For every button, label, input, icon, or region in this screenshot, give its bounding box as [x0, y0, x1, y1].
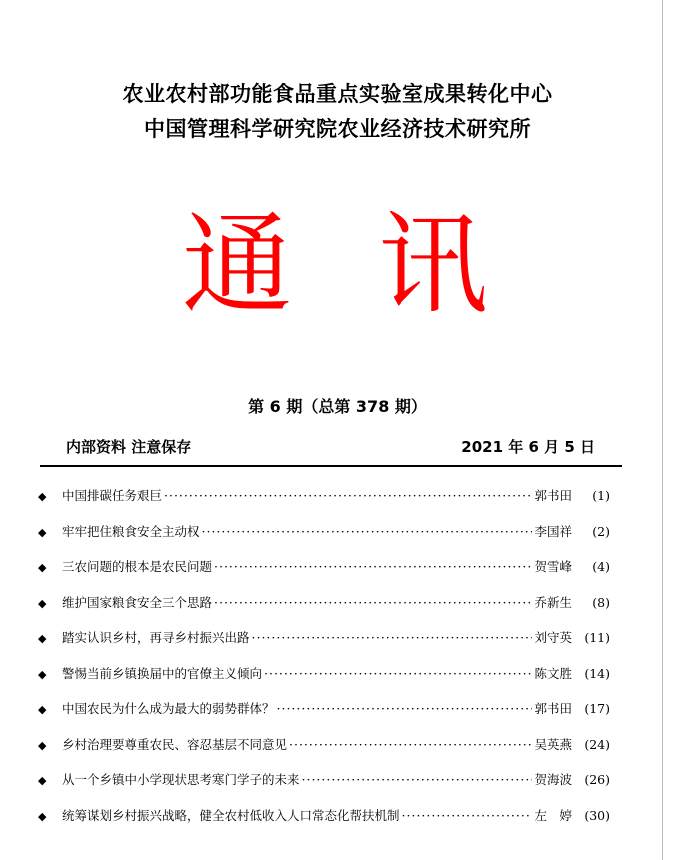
- toc-item-author: 贺雪峰: [534, 559, 572, 574]
- dot-leader: [164, 488, 532, 503]
- diamond-bullet-icon: ◆: [38, 809, 47, 823]
- dot-leader: [214, 595, 532, 610]
- toc-item-title: 从一个乡镇中小学现状思考寒门学子的未来: [62, 772, 300, 787]
- toc-item[interactable]: [38, 664, 610, 700]
- toc-item-title: 踏实认识乡村，再寻乡村振兴出路: [62, 630, 250, 645]
- toc-item-page: (4): [592, 559, 610, 574]
- diamond-bullet-icon: ◆: [38, 667, 47, 681]
- diamond-bullet-icon: ◆: [38, 561, 47, 574]
- dot-leader: [402, 808, 533, 823]
- toc-item-author: 陈文胜: [534, 665, 572, 681]
- toc-item-title: 统筹谋划乡村振兴战略，健全农村低收入人口常态化帮扶机制: [62, 807, 400, 823]
- toc-item-page: (14): [584, 665, 610, 681]
- diamond-bullet-icon: ◆: [38, 596, 47, 610]
- toc-item-author: 郭书田: [534, 701, 572, 716]
- toc-item[interactable]: [38, 806, 610, 842]
- toc-item-title: 乡村治理要尊重农民、容忍基层不同意见: [62, 736, 288, 752]
- diamond-bullet-icon: ◆: [38, 490, 47, 503]
- toc-item-page: (1): [592, 488, 610, 503]
- toc-item[interactable]: [38, 557, 610, 593]
- toc-item[interactable]: [38, 770, 610, 806]
- toc-item[interactable]: [38, 593, 610, 629]
- toc-item-title: 中国排碳任务艰巨: [62, 488, 163, 503]
- org-name-line-2: 中国管理科学研究院农业经济技术研究所: [144, 117, 531, 141]
- toc-item-title: 中国农民为什么成为最大的弱势群体？: [62, 701, 275, 716]
- masthead: [0, 201, 675, 329]
- toc-item-title: 警惕当前乡镇换届中的官僚主义倾向: [62, 665, 263, 681]
- toc-item-author: 刘守英: [534, 630, 572, 645]
- toc-item-page: (26): [584, 772, 610, 787]
- toc-item-page: (30): [584, 807, 610, 823]
- dot-leader: [264, 666, 532, 681]
- table-of-contents: [38, 486, 610, 841]
- toc-item-page: (2): [592, 523, 610, 539]
- diamond-bullet-icon: ◆: [38, 774, 47, 787]
- diamond-bullet-icon: ◆: [38, 632, 47, 645]
- toc-item[interactable]: [38, 522, 610, 558]
- diamond-bullet-icon: ◆: [38, 525, 47, 539]
- toc-item-page: (17): [584, 701, 610, 716]
- issue-number: 第 6 期（总第 378 期）: [248, 397, 427, 416]
- dot-leader: [214, 559, 532, 574]
- toc-item-page: (11): [584, 630, 610, 645]
- dot-leader: [277, 701, 533, 716]
- dot-leader: [289, 737, 532, 752]
- toc-item-author: 乔新生: [534, 594, 572, 610]
- diamond-bullet-icon: ◆: [38, 738, 47, 752]
- issue-date: 2021 年 6 月 5 日: [461, 438, 595, 456]
- org-name-line-1: 农业农村部功能食品重点实验室成果转化中心: [122, 82, 553, 106]
- toc-item[interactable]: [38, 628, 610, 664]
- toc-item[interactable]: [38, 735, 610, 771]
- masthead-char-2: 讯: [378, 201, 488, 329]
- dot-leader: [302, 772, 533, 787]
- classification-label: 内部资料 注意保存: [66, 438, 192, 456]
- toc-item-title: 三农问题的根本是农民问题: [62, 559, 213, 574]
- dot-leader: [252, 630, 533, 645]
- toc-item-page: (8): [592, 594, 610, 610]
- dot-leader: [202, 524, 533, 539]
- toc-item[interactable]: [38, 699, 610, 735]
- toc-item-author: 吴英燕: [534, 736, 572, 752]
- toc-item-page: (24): [584, 736, 610, 752]
- toc-item-title: 维护国家粮食安全三个思路: [62, 594, 213, 610]
- toc-item-title: 牢牢把住粮食安全主动权: [62, 523, 200, 539]
- toc-item-author: 左 婷: [534, 807, 572, 823]
- diamond-bullet-icon: ◆: [38, 703, 47, 716]
- toc-item-author: 贺海波: [534, 772, 572, 787]
- toc-item-author: 李国祥: [534, 523, 572, 539]
- header-divider: [40, 465, 622, 467]
- toc-item[interactable]: [38, 486, 610, 522]
- toc-item-author: 郭书田: [534, 488, 572, 503]
- masthead-char-1: 通: [182, 201, 292, 329]
